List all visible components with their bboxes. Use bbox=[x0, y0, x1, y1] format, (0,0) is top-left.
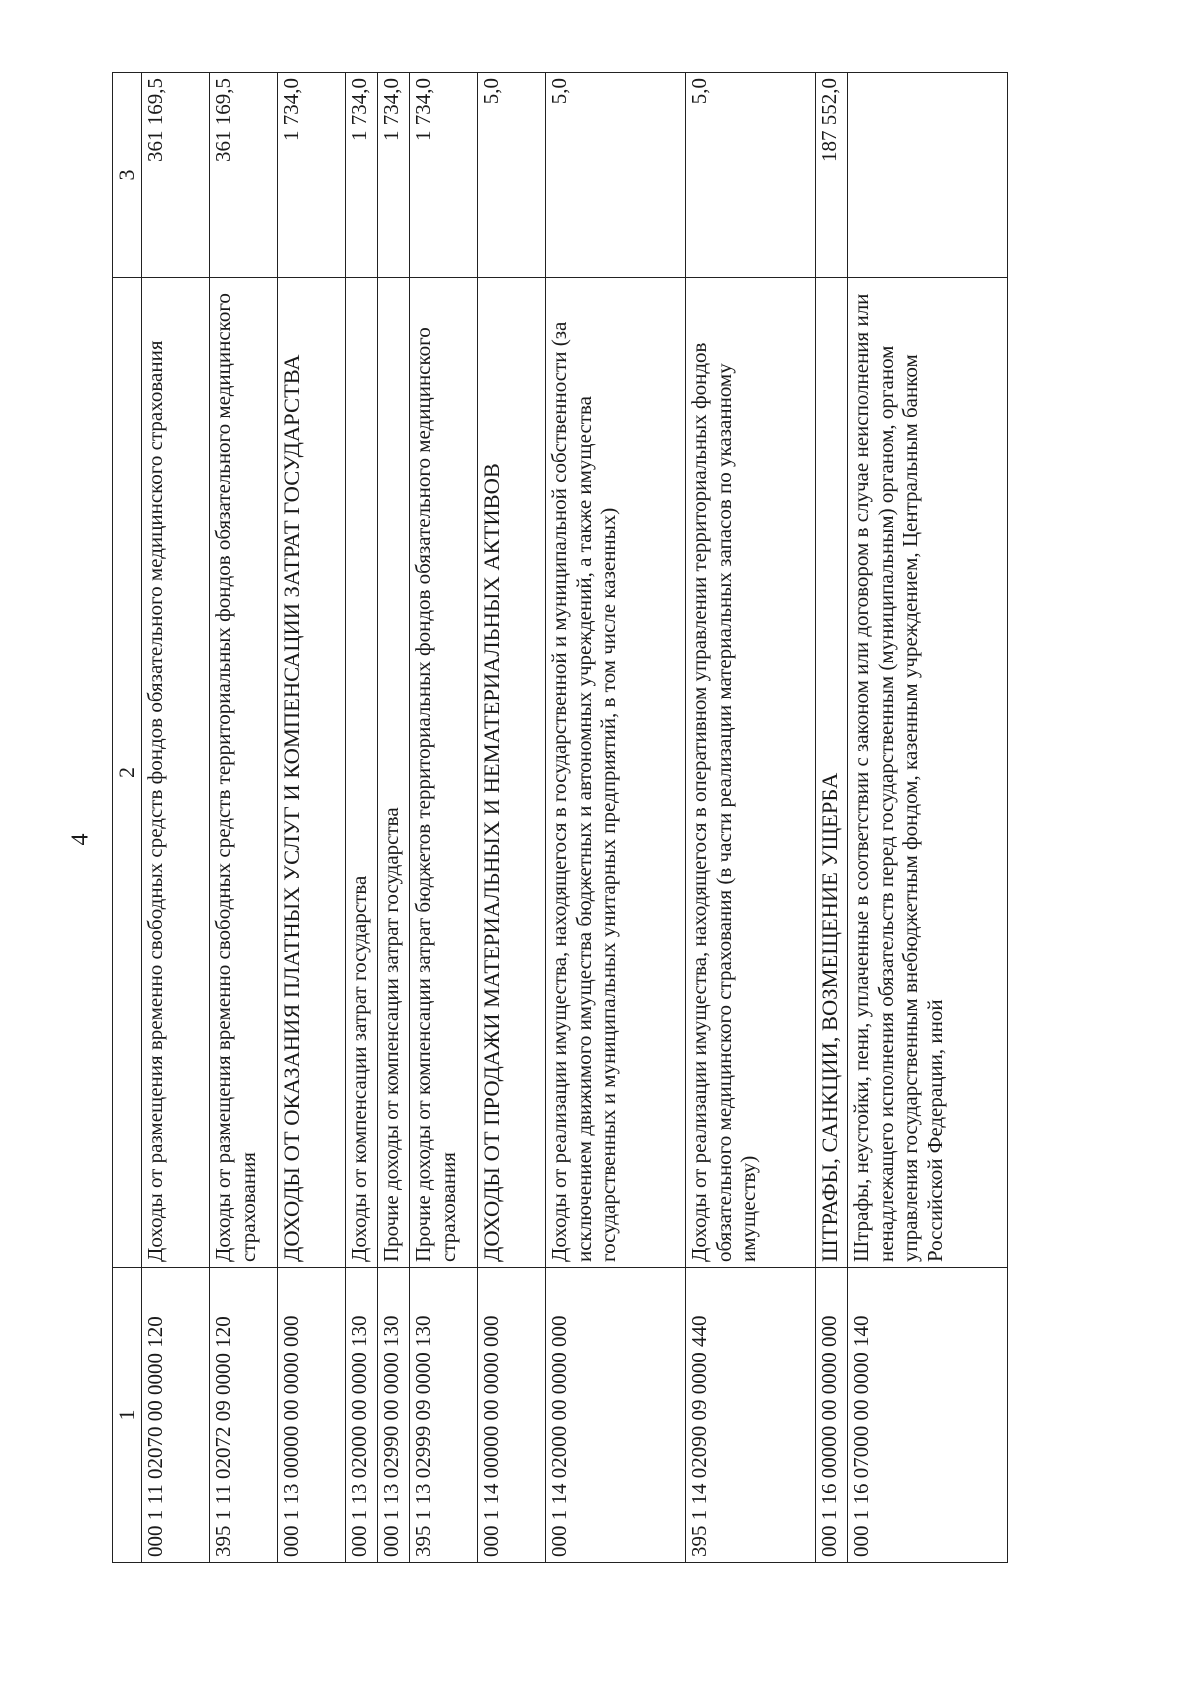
table-header-row bbox=[113, 73, 142, 1563]
table-row bbox=[545, 73, 685, 1563]
row-code: 000 1 16 00000 00 0000 000 bbox=[815, 1268, 847, 1563]
row-name: Штрафы, неустойки, пени, уплаченные в соответствии с законом или договором в случае неисполнения или ненадлежащего исполнения обязательств перед государственным (муниципальным) органом, органом управления государственным внебюджетным фондом, казенным учреждением, Центральным банком Российской Федерации, иной bbox=[847, 278, 1007, 1268]
row-name: ДОХОДЫ ОТ ПРОДАЖИ МАТЕРИАЛЬНЫХ И НЕМАТЕРИАЛЬНЫХ АКТИВОВ bbox=[477, 278, 545, 1268]
row-amount: 5,0 bbox=[477, 73, 545, 278]
row-amount: 5,0 bbox=[545, 73, 685, 278]
row-amount: 1 734,0 bbox=[277, 73, 345, 278]
row-amount: 1 734,0 bbox=[377, 73, 409, 278]
row-name: Доходы от реализации имущества, находящегося в оперативном управлении территориальных фондов обязательного медицинского страхования (в части реализации материальных запасов по указанному имуществу) bbox=[685, 278, 815, 1268]
table-row bbox=[409, 73, 477, 1563]
header-col-3: 3 bbox=[113, 73, 142, 278]
row-amount: 187 552,0 bbox=[815, 73, 847, 278]
row-amount bbox=[847, 73, 1007, 278]
row-name: Прочие доходы от компенсации затрат бюджетов территориальных фондов обязательного медицинского страхования bbox=[409, 278, 477, 1268]
row-code: 000 1 13 02990 00 0000 130 bbox=[377, 1268, 409, 1563]
row-code: 000 1 16 07000 00 0000 140 bbox=[847, 1268, 1007, 1563]
table-row bbox=[277, 73, 345, 1563]
rotated-table-wrapper bbox=[112, 73, 948, 1563]
table-row bbox=[815, 73, 847, 1563]
row-amount: 361 169,5 bbox=[209, 73, 277, 278]
table-row bbox=[209, 73, 277, 1563]
table-row bbox=[141, 73, 209, 1563]
row-name: ДОХОДЫ ОТ ОКАЗАНИЯ ПЛАТНЫХ УСЛУГ И КОМПЕНСАЦИИ ЗАТРАТ ГОСУДАРСТВА bbox=[277, 278, 345, 1268]
header-col-1: 1 bbox=[113, 1268, 142, 1563]
row-amount: 1 734,0 bbox=[345, 73, 377, 278]
header-col-2: 2 bbox=[113, 278, 142, 1268]
row-code: 000 1 14 02000 00 0000 000 bbox=[545, 1268, 685, 1563]
row-name: Доходы от размещения временно свободных средств территориальных фондов обязательного медицинского страхования bbox=[209, 278, 277, 1268]
row-code: 395 1 14 02090 09 0000 440 bbox=[685, 1268, 815, 1563]
row-code: 395 1 13 02999 09 0000 130 bbox=[409, 1268, 477, 1563]
row-amount: 5,0 bbox=[685, 73, 815, 278]
row-name: Прочие доходы от компенсации затрат государства bbox=[377, 278, 409, 1268]
row-amount: 361 169,5 bbox=[141, 73, 209, 278]
row-code: 395 1 11 02072 09 0000 120 bbox=[209, 1268, 277, 1563]
row-name: Доходы от компенсации затрат государства bbox=[345, 278, 377, 1268]
table-body bbox=[141, 73, 1007, 1563]
row-amount: 1 734,0 bbox=[409, 73, 477, 278]
row-name: ШТРАФЫ, САНКЦИИ, ВОЗМЕЩЕНИЕ УЩЕРБА bbox=[815, 278, 847, 1268]
table-row bbox=[685, 73, 815, 1563]
row-name: Доходы от реализации имущества, находящегося в государственной и муниципальной собственности (за исключением движимого имущества бюджетных и автономных учреждений, а также имущества государственных и муниципальных унитарных предприятий, в том числе казенных) bbox=[545, 278, 685, 1268]
page-number: 4 bbox=[67, 833, 94, 846]
table-row bbox=[477, 73, 545, 1563]
row-code: 000 1 13 02000 00 0000 130 bbox=[345, 1268, 377, 1563]
budget-revenue-table bbox=[112, 72, 1008, 1563]
table-row bbox=[345, 73, 377, 1563]
table-row bbox=[847, 73, 1007, 1563]
row-code: 000 1 14 00000 00 0000 000 bbox=[477, 1268, 545, 1563]
row-code: 000 1 13 00000 00 0000 000 bbox=[277, 1268, 345, 1563]
table-row bbox=[377, 73, 409, 1563]
row-code: 000 1 11 02070 00 0000 120 bbox=[141, 1268, 209, 1563]
row-name: Доходы от размещения временно свободных средств фондов обязательного медицинского страхования bbox=[141, 278, 209, 1268]
